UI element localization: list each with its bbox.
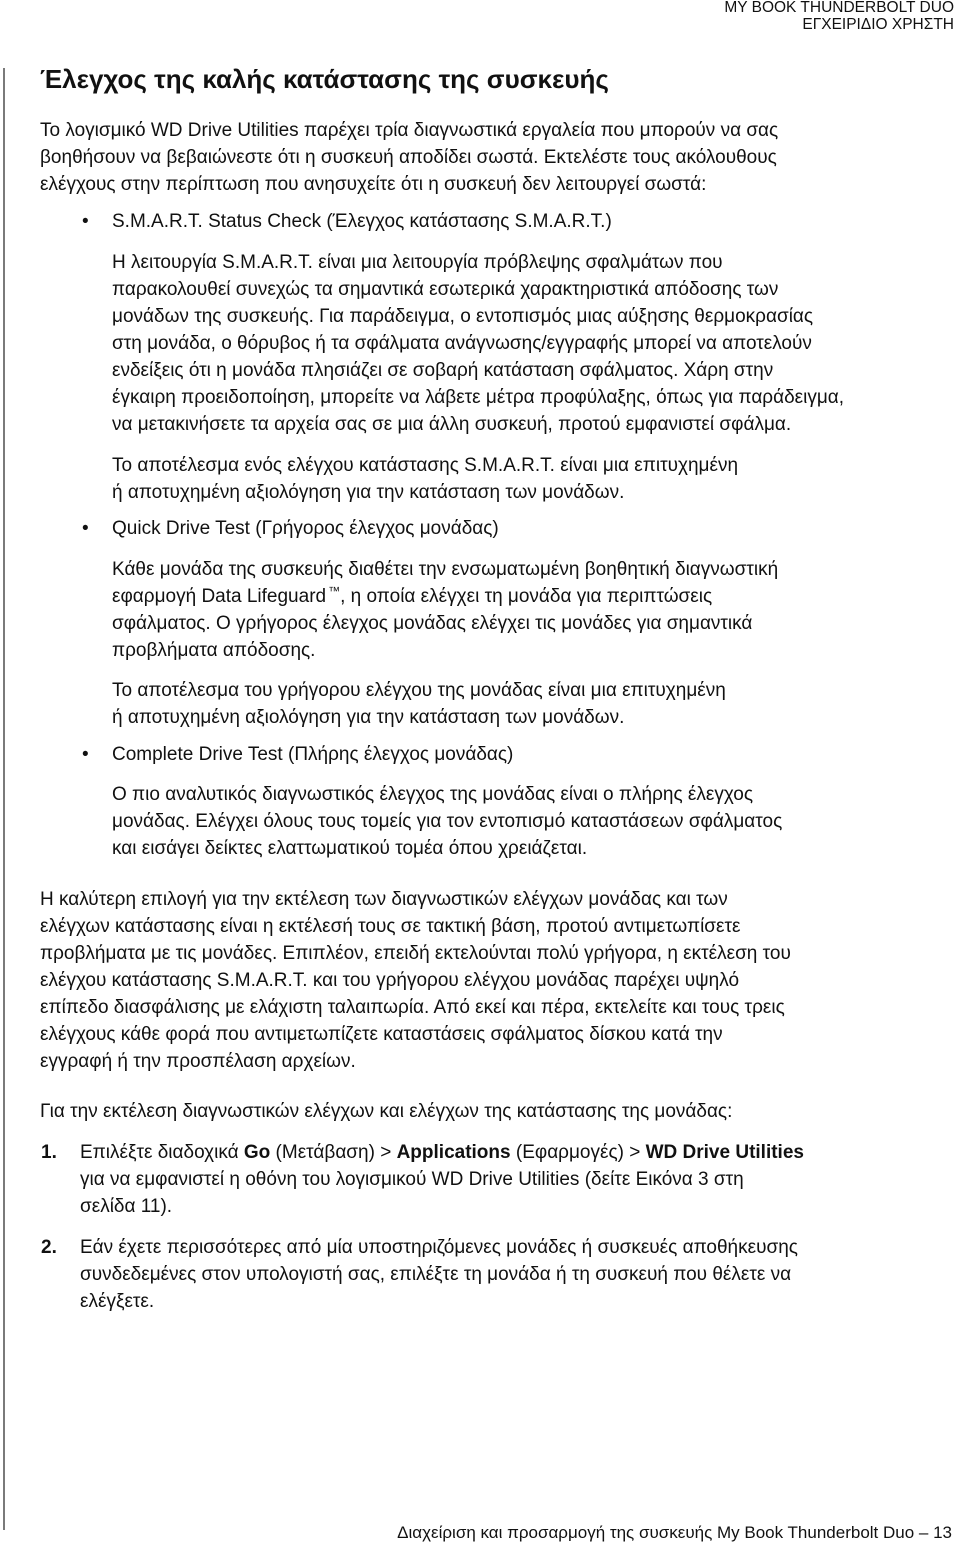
text-line: μονάδων της συσκευής. Για παράδειγμα, ο εντοπισμός μιας αύξησης θερμοκρασίας [112, 306, 814, 327]
text-line: Το αποτέλεσμα του γρήγορου ελέγχου της μονάδας είναι μια επιτυχημένη [112, 680, 726, 701]
text-line: Η καλύτερη επιλογή για την εκτέλεση των διαγνωστικών ελέγχων μονάδας και των [40, 889, 728, 910]
text-line: για να εμφανιστεί η οθόνη του λογισμικού WD Drive Utilities (δείτε Εικόνα 3 στη [80, 1169, 744, 1190]
menu-applications: Applications [396, 1142, 511, 1163]
text-line: ελέγξετε. [80, 1291, 155, 1312]
text-line: έγκαιρη προειδοποίηση, μπορείτε να λάβετε μέτρα προφύλαξης, όπως για παράδειγμα, [112, 387, 845, 408]
text-line: να μετακινήσετε τα αρχεία σας σε μια άλλη συσκευή, προτού εμφανιστεί σφάλμα. [112, 414, 792, 435]
page-footer: Διαχείριση και προσαρμογή της συσκευής My Book Thunderbolt Duo – 13 [397, 1523, 952, 1542]
procedure-intro: Για την εκτέλεση διαγνωστικών ελέγχων και ελέγχων της κατάστασης της μονάδας: [40, 1101, 733, 1122]
bullet-marker: • [82, 744, 89, 765]
step-number: 1. [41, 1142, 57, 1163]
text-line: Το αποτέλεσμα ενός ελέγχου κατάστασης S.M.A.R.T. είναι μια επιτυχημένη [112, 455, 739, 476]
header-manual: ΕΓΧΕΙΡΙΔΙΟ ΧΡΗΣΤΗ [802, 16, 954, 33]
text-line: Κάθε μονάδα της συσκευής διαθέτει την ενσωματωμένη βοηθητική διαγνωστική [112, 559, 779, 580]
bullet-marker: • [82, 211, 89, 232]
menu-wd-drive-utilities: WD Drive Utilities [645, 1142, 804, 1163]
bullet-title: Quick Drive Test (Γρήγορος έλεγχος μονάδας) [112, 518, 499, 539]
text-line: Το λογισμικό WD Drive Utilities παρέχει τρία διαγνωστικά εργαλεία που μπορούν να σας [40, 120, 779, 141]
text-line: προβλήματα απόδοσης. [112, 640, 316, 661]
text-line: ή αποτυχημένη αξιολόγηση για την κατάσταση των μονάδων. [112, 482, 625, 503]
text-line: ελέγχου κατάστασης S.M.A.R.T. και του γρήγορου ελέγχου μονάδας παρέχει υψηλό [40, 970, 740, 991]
header-product: MY BOOK THUNDERBOLT DUO [724, 0, 954, 16]
text-line: ελέγχους κάθε φορά που αντιμετωπίζετε καταστάσεις σφάλματος δίσκου κατά την [40, 1024, 723, 1045]
bullet-marker: • [82, 518, 89, 539]
text-line: εφαρμογή Data Lifeguard ™, η οποία ελέγχει τη μονάδα για περιπτώσεις [112, 584, 713, 607]
bullet-title: Complete Drive Test (Πλήρης έλεγχος μονάδας) [112, 744, 514, 765]
text-line: μονάδας. Ελέγχει όλους τους τομείς για τον εντοπισμό καταστάσεων σφάλματος [112, 811, 783, 832]
text-line: σφάλματος. Ο γρήγορος έλεγχος μονάδας ελέγχει τις μονάδες για σημαντικά [112, 613, 753, 634]
text-line: επίπεδο διασφάλισης με ελάχιστη ταλαιπωρία. Από εκεί και πέρα, εκτελείτε και τους τρεις [40, 997, 785, 1018]
text-line: παρακολουθεί συνεχώς τα σημαντικά εσωτερικά χαρακτηριστικά απόδοσης των [112, 279, 779, 300]
text-line: Η λειτουργία S.M.A.R.T. είναι μια λειτουργία πρόβλεψης σφαλμάτων που [112, 252, 723, 273]
menu-go: Go [243, 1142, 271, 1163]
running-header [724, 0, 954, 33]
text-line: ελέγχους στην περίπτωση που ανησυχείτε ότι η συσκευή δεν λειτουργεί σωστά: [40, 174, 707, 195]
margin-rule [3, 68, 5, 1530]
section-title: Έλεγχος της καλής κατάστασης της συσκευής [40, 64, 609, 94]
text-line: συνδεδεμένες στον υπολογιστή σας, επιλέξτε τη μονάδα ή τη συσκευή που θέλετε να [80, 1264, 792, 1285]
text-line: ή αποτυχημένη αξιολόγηση για την κατάσταση των μονάδων. [112, 707, 625, 728]
text-line: βοηθήσουν να βεβαιώνεστε ότι η συσκευή αποδίδει σωστά. Εκτελέστε τους ακόλουθους [40, 147, 777, 168]
text-line: σελίδα 11). [80, 1196, 173, 1217]
text-line: εγγραφή ή την προσπέλαση αρχείων. [40, 1051, 356, 1072]
text-line: Επιλέξτε διαδοχικά Go (Μετάβαση) > Applications (Εφαρμογές) > WD Drive Utilities [80, 1142, 804, 1163]
text-line: στη μονάδα, ο θόρυβος ή τα σφάλματα ανάγνωσης/εγγραφής μπορεί να αποτελούν [112, 333, 812, 354]
text-line: προβλήματα με τις μονάδες. Επιπλέον, επειδή εκτελούνται πολύ γρήγορα, η εκτέλεση του [40, 943, 791, 964]
text-line: ενδείξεις ότι η μονάδα πλησιάζει σε σοβαρή κατάσταση σφάλματος. Χάρη στην [112, 360, 774, 381]
text-line: Ο πιο αναλυτικός διαγνωστικός έλεγχος της μονάδας είναι ο πλήρης έλεγχος [112, 784, 754, 805]
trademark-symbol: ™ [328, 584, 341, 598]
text-line: ελέγχων κατάστασης είναι η εκτέλεσή τους σε τακτική βάση, προτού αντιμετωπίσετε [40, 916, 741, 937]
bullet-title: S.M.A.R.T. Status Check (Έλεγχος κατάστασης S.M.A.R.T.) [112, 211, 612, 232]
text-line: Εάν έχετε περισσότερες από μία υποστηριζόμενες μονάδες ή συσκευές αποθήκευσης [80, 1237, 798, 1258]
step-number: 2. [41, 1237, 57, 1258]
text-line: και εισάγει δείκτες ελαττωματικού τομέα όπου χρειάζεται. [112, 838, 588, 859]
